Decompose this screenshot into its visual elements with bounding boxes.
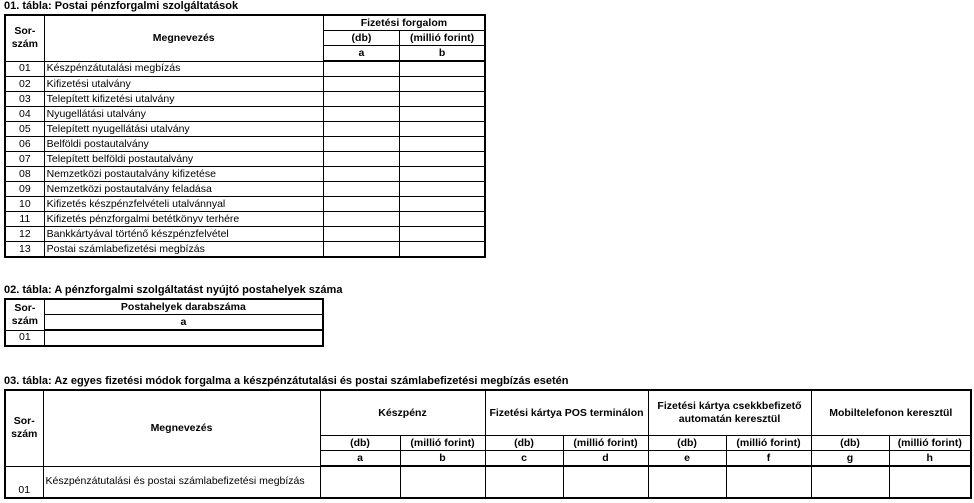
value-cell[interactable] (400, 182, 485, 197)
value-cell[interactable] (400, 227, 485, 242)
value-cell[interactable] (323, 152, 399, 167)
db-header: (db) (320, 436, 400, 451)
value-cell[interactable] (323, 227, 399, 242)
row-label: Készpénzátutalási megbízás (44, 61, 323, 77)
table-row (5, 227, 485, 242)
value-cell[interactable] (323, 77, 399, 92)
row-label: Kifizetés pénzforgalmi betétkönyv terhére (44, 212, 323, 227)
row-number: 04 (5, 107, 44, 122)
db-header: (db) (485, 436, 563, 451)
db-header: (db) (811, 436, 889, 451)
value-cell[interactable] (323, 137, 399, 152)
table1 (4, 14, 486, 258)
pos-header: Fizetési kártya POS terminálon (485, 390, 648, 436)
value-cell[interactable] (889, 466, 971, 498)
table-row (5, 212, 485, 227)
row-number: 12 (5, 227, 44, 242)
value-cell[interactable] (400, 212, 485, 227)
db-header: (db) (323, 31, 399, 46)
value-cell[interactable] (323, 182, 399, 197)
value-cell[interactable] (400, 61, 485, 77)
mobil-header: Mobiltelefonon keresztül (811, 390, 971, 436)
table2 (4, 298, 324, 347)
row-number: 01 (5, 61, 44, 77)
table-row (5, 92, 485, 107)
row-label: Telepített kifizetési utalvány (44, 92, 323, 107)
table1-title: 01. tábla: Postai pénzforgalmi szolgáltatások (4, 0, 239, 12)
value-cell[interactable] (44, 330, 323, 346)
row-label: Nemzetközi postautalvány kifizetése (44, 167, 323, 182)
row-label: Telepített nyugellátási utalvány (44, 122, 323, 137)
row-label: Kifizetési utalvány (44, 77, 323, 92)
value-cell[interactable] (323, 92, 399, 107)
col-letter-header: h (889, 451, 971, 467)
postahelyek-header: Postahelyek darabszáma (44, 299, 323, 315)
mft-header: (millió forint) (563, 436, 648, 451)
value-cell[interactable] (400, 92, 485, 107)
mft-header: (millió forint) (726, 436, 811, 451)
value-cell[interactable] (323, 242, 399, 258)
value-cell[interactable] (485, 466, 563, 498)
mft-header: (millió forint) (400, 436, 485, 451)
row-label: Kifizetés készpénzfelvételi utalvánnyal (44, 197, 323, 212)
row-number: 13 (5, 242, 44, 258)
value-cell[interactable] (323, 61, 399, 77)
table3-title: 03. tábla: Az egyes fizetési módok forgalma a készpénzátutalási és postai számlabefizetési megbízás esetén (4, 375, 569, 387)
value-cell[interactable] (563, 466, 648, 498)
col-a-header: a (323, 46, 399, 62)
value-cell[interactable] (400, 77, 485, 92)
table-row (5, 182, 485, 197)
value-cell[interactable] (400, 242, 485, 258)
row-label: Bankkártyával történő készpénzfelvétel (44, 227, 323, 242)
col-a-header: a (44, 315, 323, 331)
value-cell[interactable] (811, 466, 889, 498)
row-number: 08 (5, 167, 44, 182)
value-cell[interactable] (400, 137, 485, 152)
automata-header: Fizetési kártya csekkbefizető automatán keresztül (648, 390, 811, 436)
col-letter-header: c (485, 451, 563, 467)
fizetesi-forgalom-header: Fizetési forgalom (323, 15, 485, 31)
mft-header: (millió forint) (400, 31, 485, 46)
value-cell[interactable] (400, 197, 485, 212)
col-b-header: b (400, 46, 485, 62)
value-cell[interactable] (400, 107, 485, 122)
table-row (5, 152, 485, 167)
table-row (5, 107, 485, 122)
value-cell[interactable] (400, 167, 485, 182)
row-number: 11 (5, 212, 44, 227)
col-letter-header: e (648, 451, 726, 467)
db-header: (db) (648, 436, 726, 451)
table3 (4, 389, 972, 499)
table-row (5, 61, 485, 77)
row-number: 01 (5, 466, 43, 498)
value-cell[interactable] (320, 466, 400, 498)
table-row (5, 137, 485, 152)
col-letter-header: f (726, 451, 811, 467)
table2-title: 02. tábla: A pénzforgalmi szolgáltatást nyújtó postahelyek száma (4, 284, 343, 296)
table-row (5, 122, 485, 137)
table-row (5, 242, 485, 258)
sorszam-header: Sor- szám (5, 390, 43, 466)
col-letter-header: a (320, 451, 400, 467)
value-cell[interactable] (400, 122, 485, 137)
row-number: 09 (5, 182, 44, 197)
row-number: 01 (5, 330, 44, 346)
value-cell[interactable] (726, 466, 811, 498)
value-cell[interactable] (400, 152, 485, 167)
row-number: 06 (5, 137, 44, 152)
value-cell[interactable] (648, 466, 726, 498)
value-cell[interactable] (323, 107, 399, 122)
col-letter-header: g (811, 451, 889, 467)
table-row (5, 77, 485, 92)
sorszam-header: Sor- szám (5, 299, 44, 330)
row-label: Nyugellátási utalvány (44, 107, 323, 122)
mft-header: (millió forint) (889, 436, 971, 451)
value-cell[interactable] (323, 197, 399, 212)
megnevezes-header: Megnevezés (43, 390, 320, 466)
row-number: 03 (5, 92, 44, 107)
value-cell[interactable] (323, 122, 399, 137)
megnevezes-header: Megnevezés (44, 15, 323, 61)
row-label: Belföldi postautalvány (44, 137, 323, 152)
value-cell[interactable] (400, 466, 485, 498)
row-label: Postai számlabefizetési megbízás (44, 242, 323, 258)
row-label: Készpénzátutalási és postai számlabefizetési megbízás (43, 466, 320, 498)
col-letter-header: d (563, 451, 648, 467)
value-cell[interactable] (323, 212, 399, 227)
row-number: 05 (5, 122, 44, 137)
row-number: 02 (5, 77, 44, 92)
row-number: 10 (5, 197, 44, 212)
sorszam-header: Sor- szám (5, 15, 44, 61)
table-row (5, 167, 485, 182)
row-number: 07 (5, 152, 44, 167)
row-label: Nemzetközi postautalvány feladása (44, 182, 323, 197)
row-label: Telepített belföldi postautalvány (44, 152, 323, 167)
keszpenz-header: Készpénz (320, 390, 485, 436)
col-letter-header: b (400, 451, 485, 467)
table-row (5, 197, 485, 212)
value-cell[interactable] (323, 167, 399, 182)
